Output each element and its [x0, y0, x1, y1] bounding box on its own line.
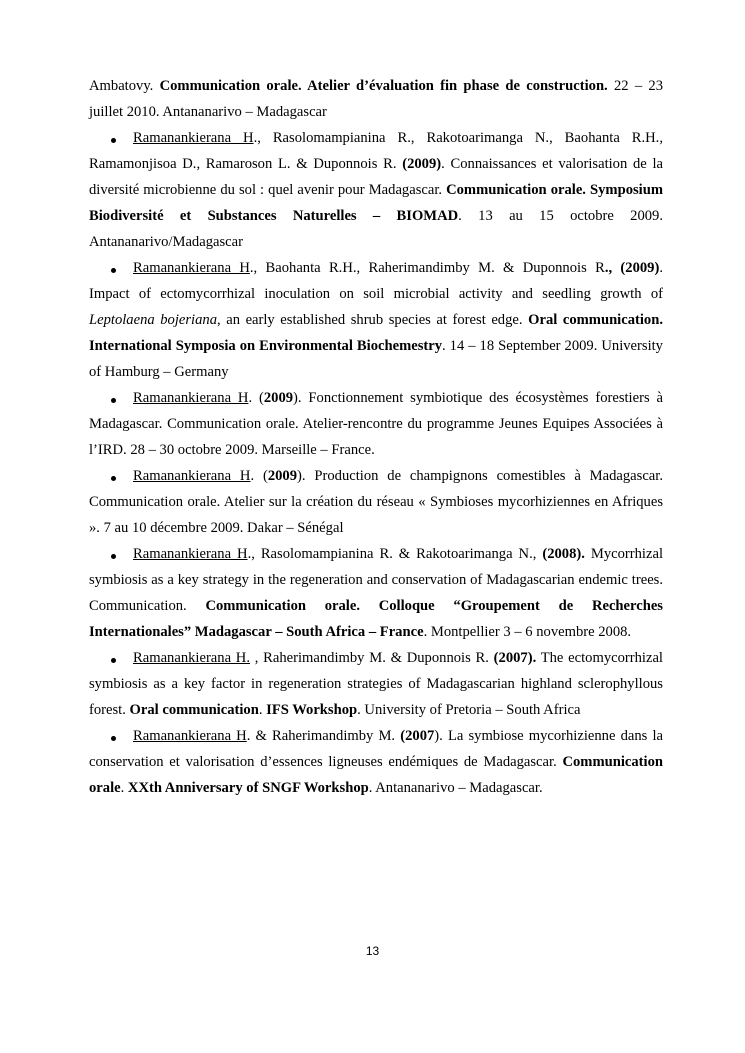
bold-text: ., (2009) [604, 260, 660, 276]
bold-text: Oral communication [129, 702, 259, 718]
entry-text: . & Raherimandimby M. [246, 728, 401, 744]
entry-text: ., Rasolomampianina R. & Rakotoarimanga N., [247, 546, 543, 562]
bold-text: Communication orale. Symposium Biodiversité et Substances Naturelles – BIOMAD [89, 182, 663, 224]
bold-text: (2008). [542, 546, 585, 562]
entry-text: ., Baohanta R.H., Raherimandimby M. & Duponnois R [249, 260, 605, 276]
reference-entry [89, 73, 663, 125]
bold-text: 2009 [267, 468, 298, 484]
reference-entry [89, 385, 663, 463]
entry-text: , Raherimandimby M. & Duponnois R. [250, 650, 494, 666]
author-name: Ramanankierana H [133, 260, 250, 276]
bold-text: XXth Anniversary of SNGF Workshop [127, 780, 369, 796]
bold-text: (2009) [402, 156, 442, 172]
bold-text: Oral communication. International Symposia on Environmental Biochemestry [89, 312, 663, 354]
entry-text: Mycorrhizal symbiosis as a key strategy in the regeneration and conservation of Madagascarian endemic trees. Communication. [89, 546, 663, 614]
reference-entry [89, 723, 663, 801]
reference-entry [89, 541, 663, 645]
entry-text: . ( [250, 468, 268, 484]
bold-text: (2007 [400, 728, 435, 744]
entry-text: . Impact of ectomycorrhizal inoculation on soil microbial activity and seedling growth of [89, 260, 663, 302]
entry-text: ). La symbiose mycorhizienne dans la conservation et valorisation d’essences ligneuses endémiques de Madagascar. [89, 728, 663, 770]
bold-text: Communication orale. Colloque “Groupement de Recherches Internationales” Madagascar – South Africa – France [89, 598, 663, 640]
entry-text: . Connaissances et valorisation de la diversité microbienne du sol : quel avenir pour Madagascar. [89, 156, 663, 198]
entry-text: . 13 au 15 octobre 2009. Antananarivo/Madagascar [89, 208, 664, 250]
entry-text: , an early established shrub species at forest edge. [217, 312, 529, 328]
entry-text: ). Fonctionnement symbiotique des écosystèmes forestiers à Madagascar. Communication orale. Atelier-rencontre du programme Jeunes Equipes Associées à l’IRD. 28 – 30 octobre 2009. Marseille – France. [89, 390, 663, 458]
references-list [89, 73, 663, 801]
bold-text: 2009 [263, 390, 294, 406]
reference-entry [89, 645, 663, 723]
author-name: Ramanankierana H [133, 468, 251, 484]
entry-text: . University of Pretoria – South Africa [357, 702, 581, 718]
entry-text: . ( [248, 390, 264, 406]
author-name: Ramanankierana H [133, 390, 249, 406]
bold-text: IFS Workshop [266, 702, 358, 718]
entry-text: . [120, 780, 128, 796]
author-name: Ramanankierana H [133, 130, 254, 146]
author-name: Ramanankierana H [133, 728, 247, 744]
italic-text: Leptolaena bojeriana [89, 312, 217, 328]
bold-text: Communication orale. Atelier d’évaluation fin phase de construction. [159, 78, 608, 94]
reference-entry [89, 463, 663, 541]
page-number: 13 [365, 944, 380, 958]
entry-text: . [258, 702, 267, 718]
reference-entry [89, 125, 663, 255]
author-name: Ramanankierana H. [133, 650, 250, 666]
entry-text: ). Production de champignons comestibles à Madagascar. Communication orale. Atelier sur la création du réseau « Symbioses mycorhiziennes en Afriques ». 7 au 10 décembre 2009. Dakar – Sénégal [89, 468, 663, 536]
entry-text: 22 – 23 juillet 2010. Antananarivo – Madagascar [89, 78, 663, 120]
bold-text: Communication orale [89, 754, 663, 796]
entry-text: Ambatovy. [89, 78, 160, 94]
entry-text: . 14 – 18 September 2009. University of Hamburg – Germany [89, 338, 663, 380]
entry-text: ., Rasolomampianina R., Rakotoarimanga N., Baohanta R.H., Ramamonjisoa D., Ramaroson L. & Duponnois R. [89, 130, 663, 172]
entry-text: . Antananarivo – Madagascar. [368, 780, 543, 796]
entry-text: . Montpellier 3 – 6 novembre 2008. [423, 624, 632, 640]
bold-text: (2007). [493, 650, 537, 666]
reference-entry [89, 255, 663, 385]
author-name: Ramanankierana H [133, 546, 248, 562]
entry-text: The ectomycorrhizal symbiosis as a key factor in regeneration strategies of Madagascarian highland sclerophyllous forest. [89, 650, 663, 718]
